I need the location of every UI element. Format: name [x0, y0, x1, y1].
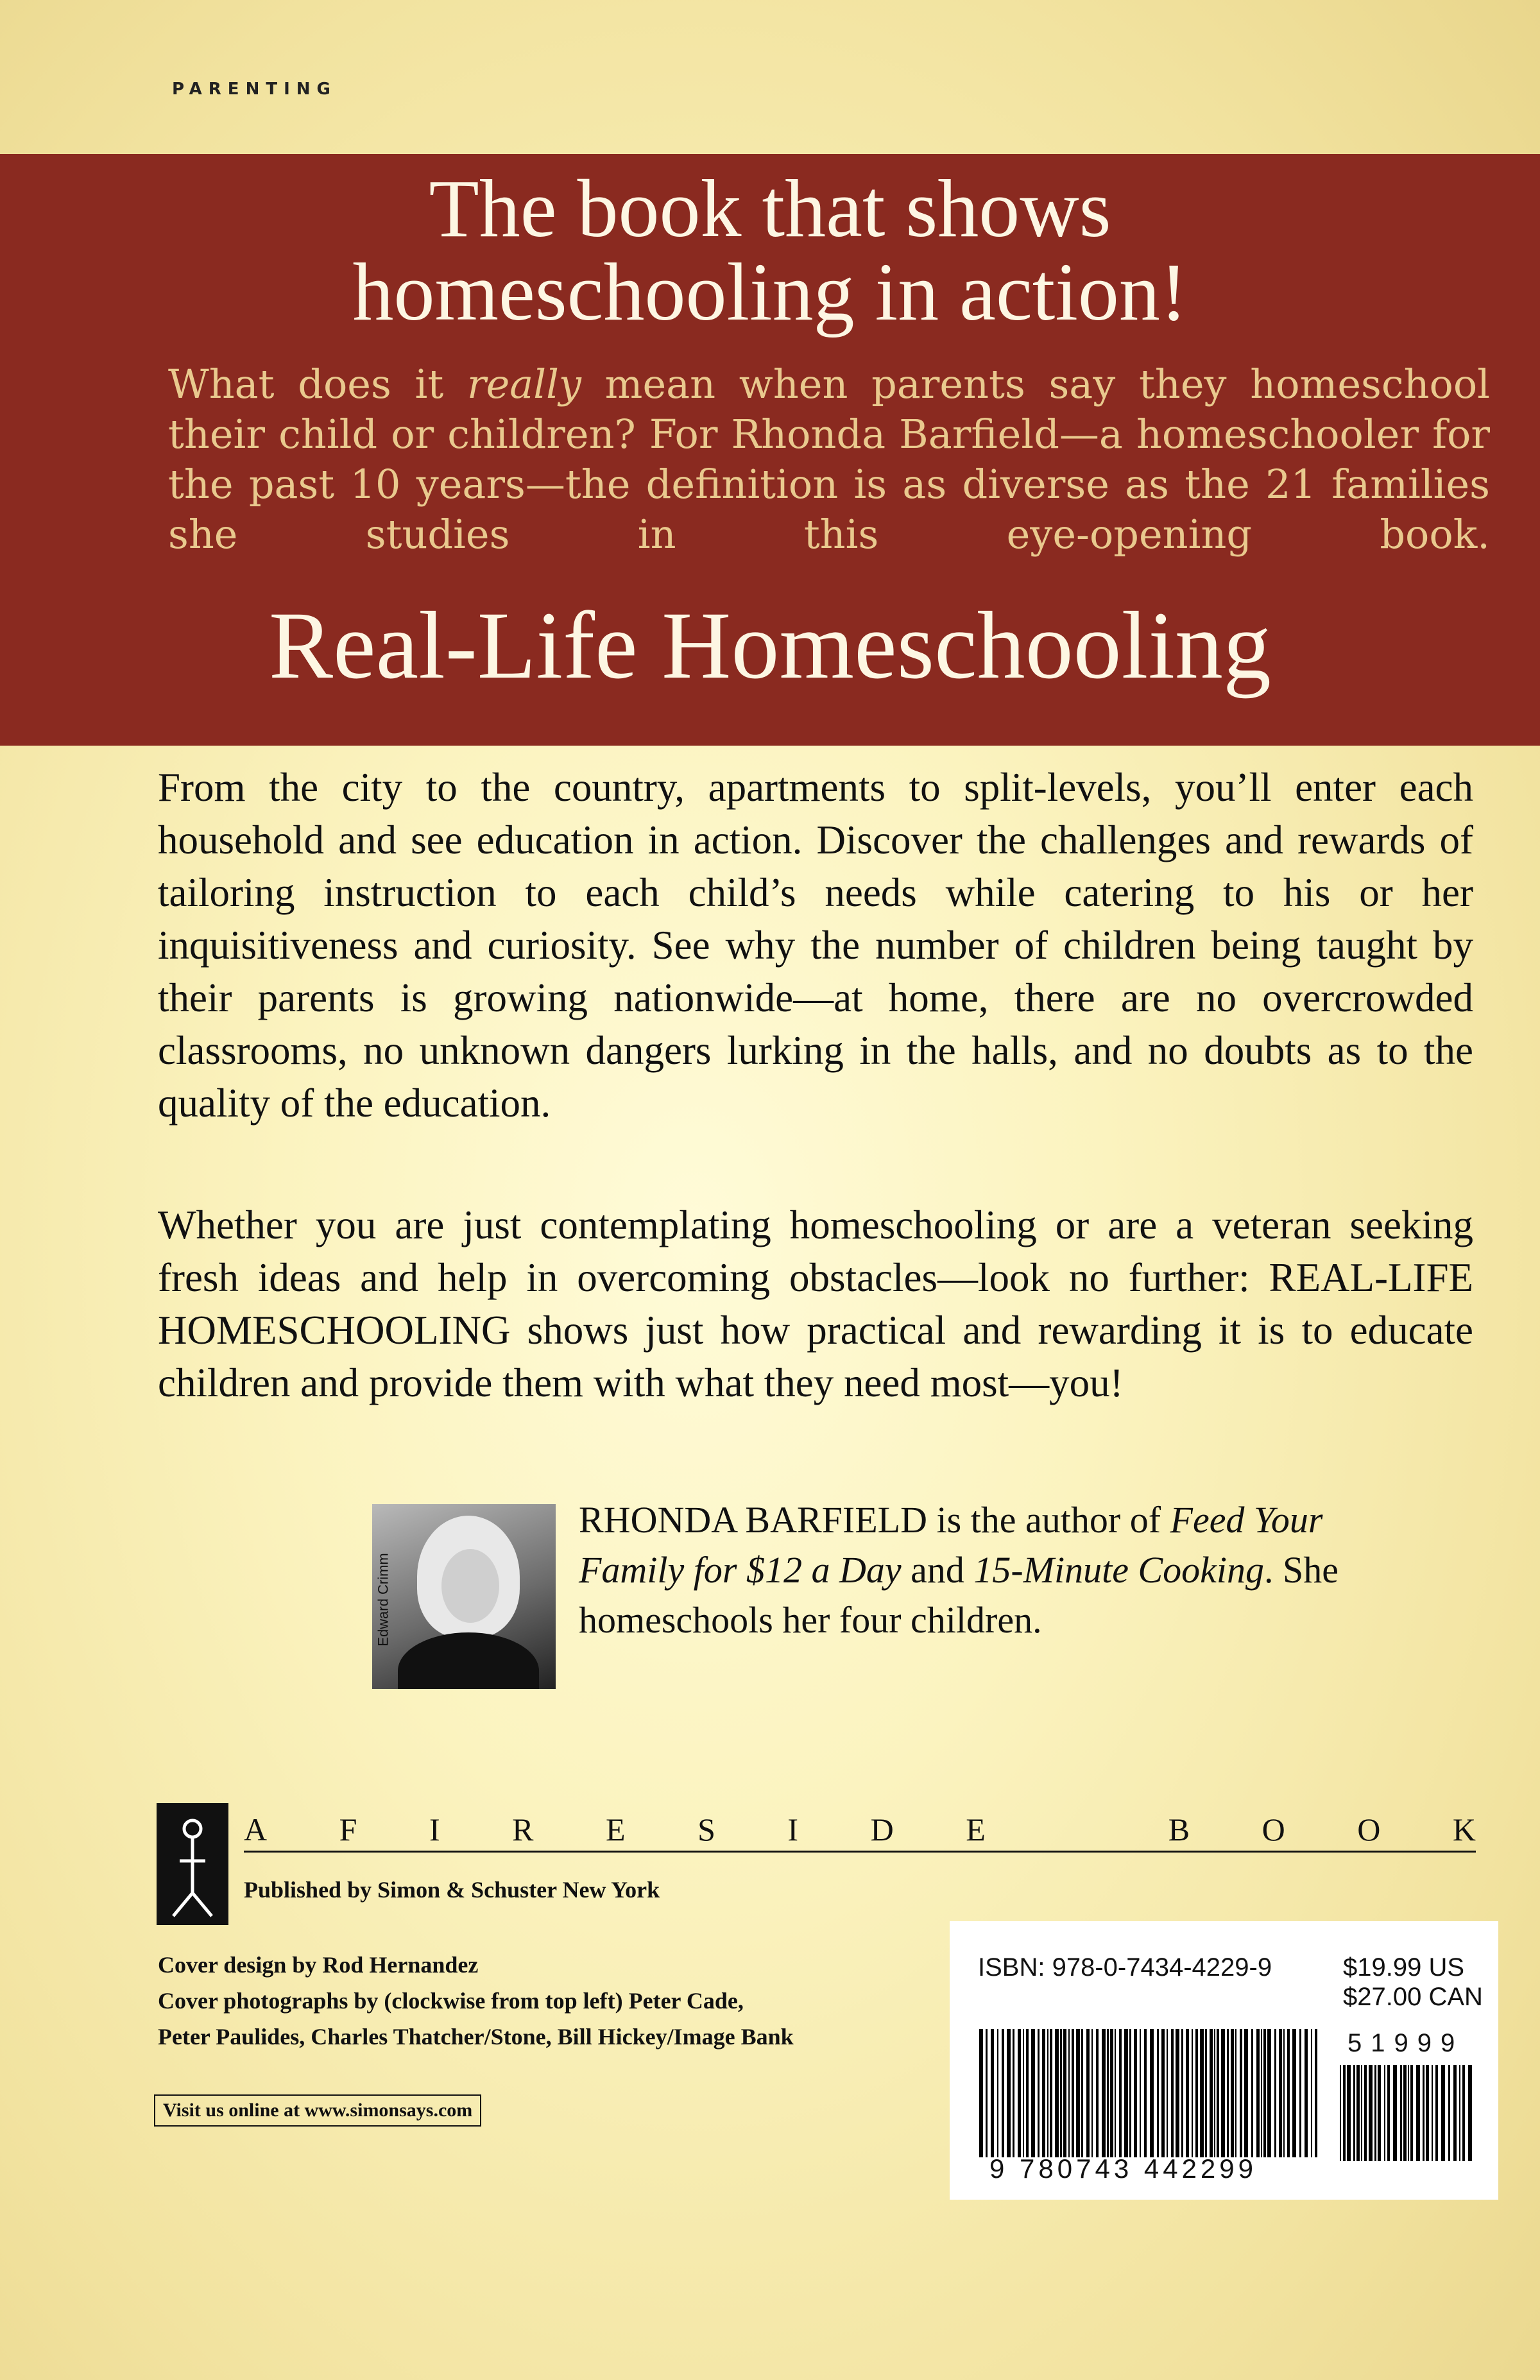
author-bio: [579, 1495, 1413, 1645]
category-label: PARENTING: [172, 80, 337, 99]
bio-and: and: [901, 1549, 974, 1591]
headline: [0, 163, 1540, 338]
barcode-box: [950, 1921, 1498, 2200]
intro-emphasis: really: [466, 361, 581, 407]
brand-letter: E: [966, 1811, 986, 1847]
isbn: ISBN: 978-0-7434-4229-9: [978, 1953, 1272, 1982]
bio-part1: RHONDA BARFIELD is the author of: [579, 1499, 1170, 1541]
headline-line2: homeschooling in action!: [352, 246, 1188, 338]
credit-line: Cover design by Rod Hernandez: [158, 1952, 479, 1978]
book-title: Real-Life Homeschooling: [268, 592, 1272, 699]
body-paragraph-2: Whether you are just contemplating homeschooling or are a veteran seeking fresh ideas and help in overcoming obstacles—look no further: REAL-LIFE HOMESCHOOLING shows just how practical and rewarding it is to educate children and provide them with what they need most—you!: [158, 1203, 1473, 1405]
author-photo: [372, 1504, 556, 1689]
intro-part2: mean when parents say they homeschool their child or children? For Rhonda Barfield—a homeschooler for the past 10 years—the definition is as diverse as the 21 families she studies in this eye-opening book.: [168, 361, 1490, 558]
brand-letter: R: [512, 1811, 534, 1847]
credit-line: Peter Paulides, Charles Thatcher/Stone, Bill Hickey/Image Bank: [158, 2024, 794, 2050]
body-paragraph-1: From the city to the country, apartments to split-levels, you’ll enter each household and see education in action. Discover the challenges and rewards of tailoring instruction to each child’s needs while catering to his or her inquisitiveness and curiosity. See why the number of children being taught by their parents is growing nationwide—at home, there are no overcrowded classrooms, no unknown dangers lurking in the halls, and no doubts as to the quality of the education.: [158, 765, 1473, 1126]
brand-letter: B: [1168, 1811, 1190, 1847]
photo-credit: Edward Crimm: [375, 1553, 391, 1647]
fireside-logo-icon: [157, 1803, 228, 1925]
brand-letter: S: [697, 1811, 715, 1847]
headline-line1: The book that shows: [429, 163, 1111, 254]
brand-letter: I: [429, 1811, 440, 1847]
price-can: $27.00 CAN: [1343, 1983, 1483, 2011]
brand-letter: F: [339, 1811, 357, 1847]
barcode-supplement: 51999: [1348, 2029, 1464, 2057]
credit-line: Cover photographs by (clockwise from top left) Peter Cade,: [158, 1988, 744, 2014]
brand-letter: I: [787, 1811, 799, 1847]
bio-book1: Feed Your Family for $12 a Day: [579, 1499, 1323, 1591]
website-link[interactable]: Visit us online at www.simonsays.com: [154, 2094, 481, 2127]
cover-credits: [158, 1947, 794, 2055]
fireside-book-brand: [244, 1811, 1476, 1853]
intro-paragraph: [168, 359, 1490, 560]
bio-book2: 15-Minute Cooking: [973, 1549, 1265, 1591]
intro-part1: What does it: [168, 361, 467, 407]
brand-letter: K: [1452, 1811, 1476, 1847]
published-by: Published by Simon & Schuster New York: [244, 1877, 660, 1903]
price-us: $19.99 US: [1343, 1953, 1465, 1982]
brand-letter: O: [1357, 1811, 1381, 1847]
brand-letter: D: [870, 1811, 894, 1847]
barcode-main: [977, 2029, 1323, 2157]
brand-letter: A: [244, 1811, 268, 1847]
barcode-addon: [1337, 2065, 1477, 2161]
barcode-number: 9 780743 442299: [989, 2153, 1257, 2184]
brand-letter: O: [1262, 1811, 1285, 1847]
brand-letter: E: [606, 1811, 626, 1847]
bio-part2: . She homeschools her four children.: [579, 1549, 1339, 1641]
